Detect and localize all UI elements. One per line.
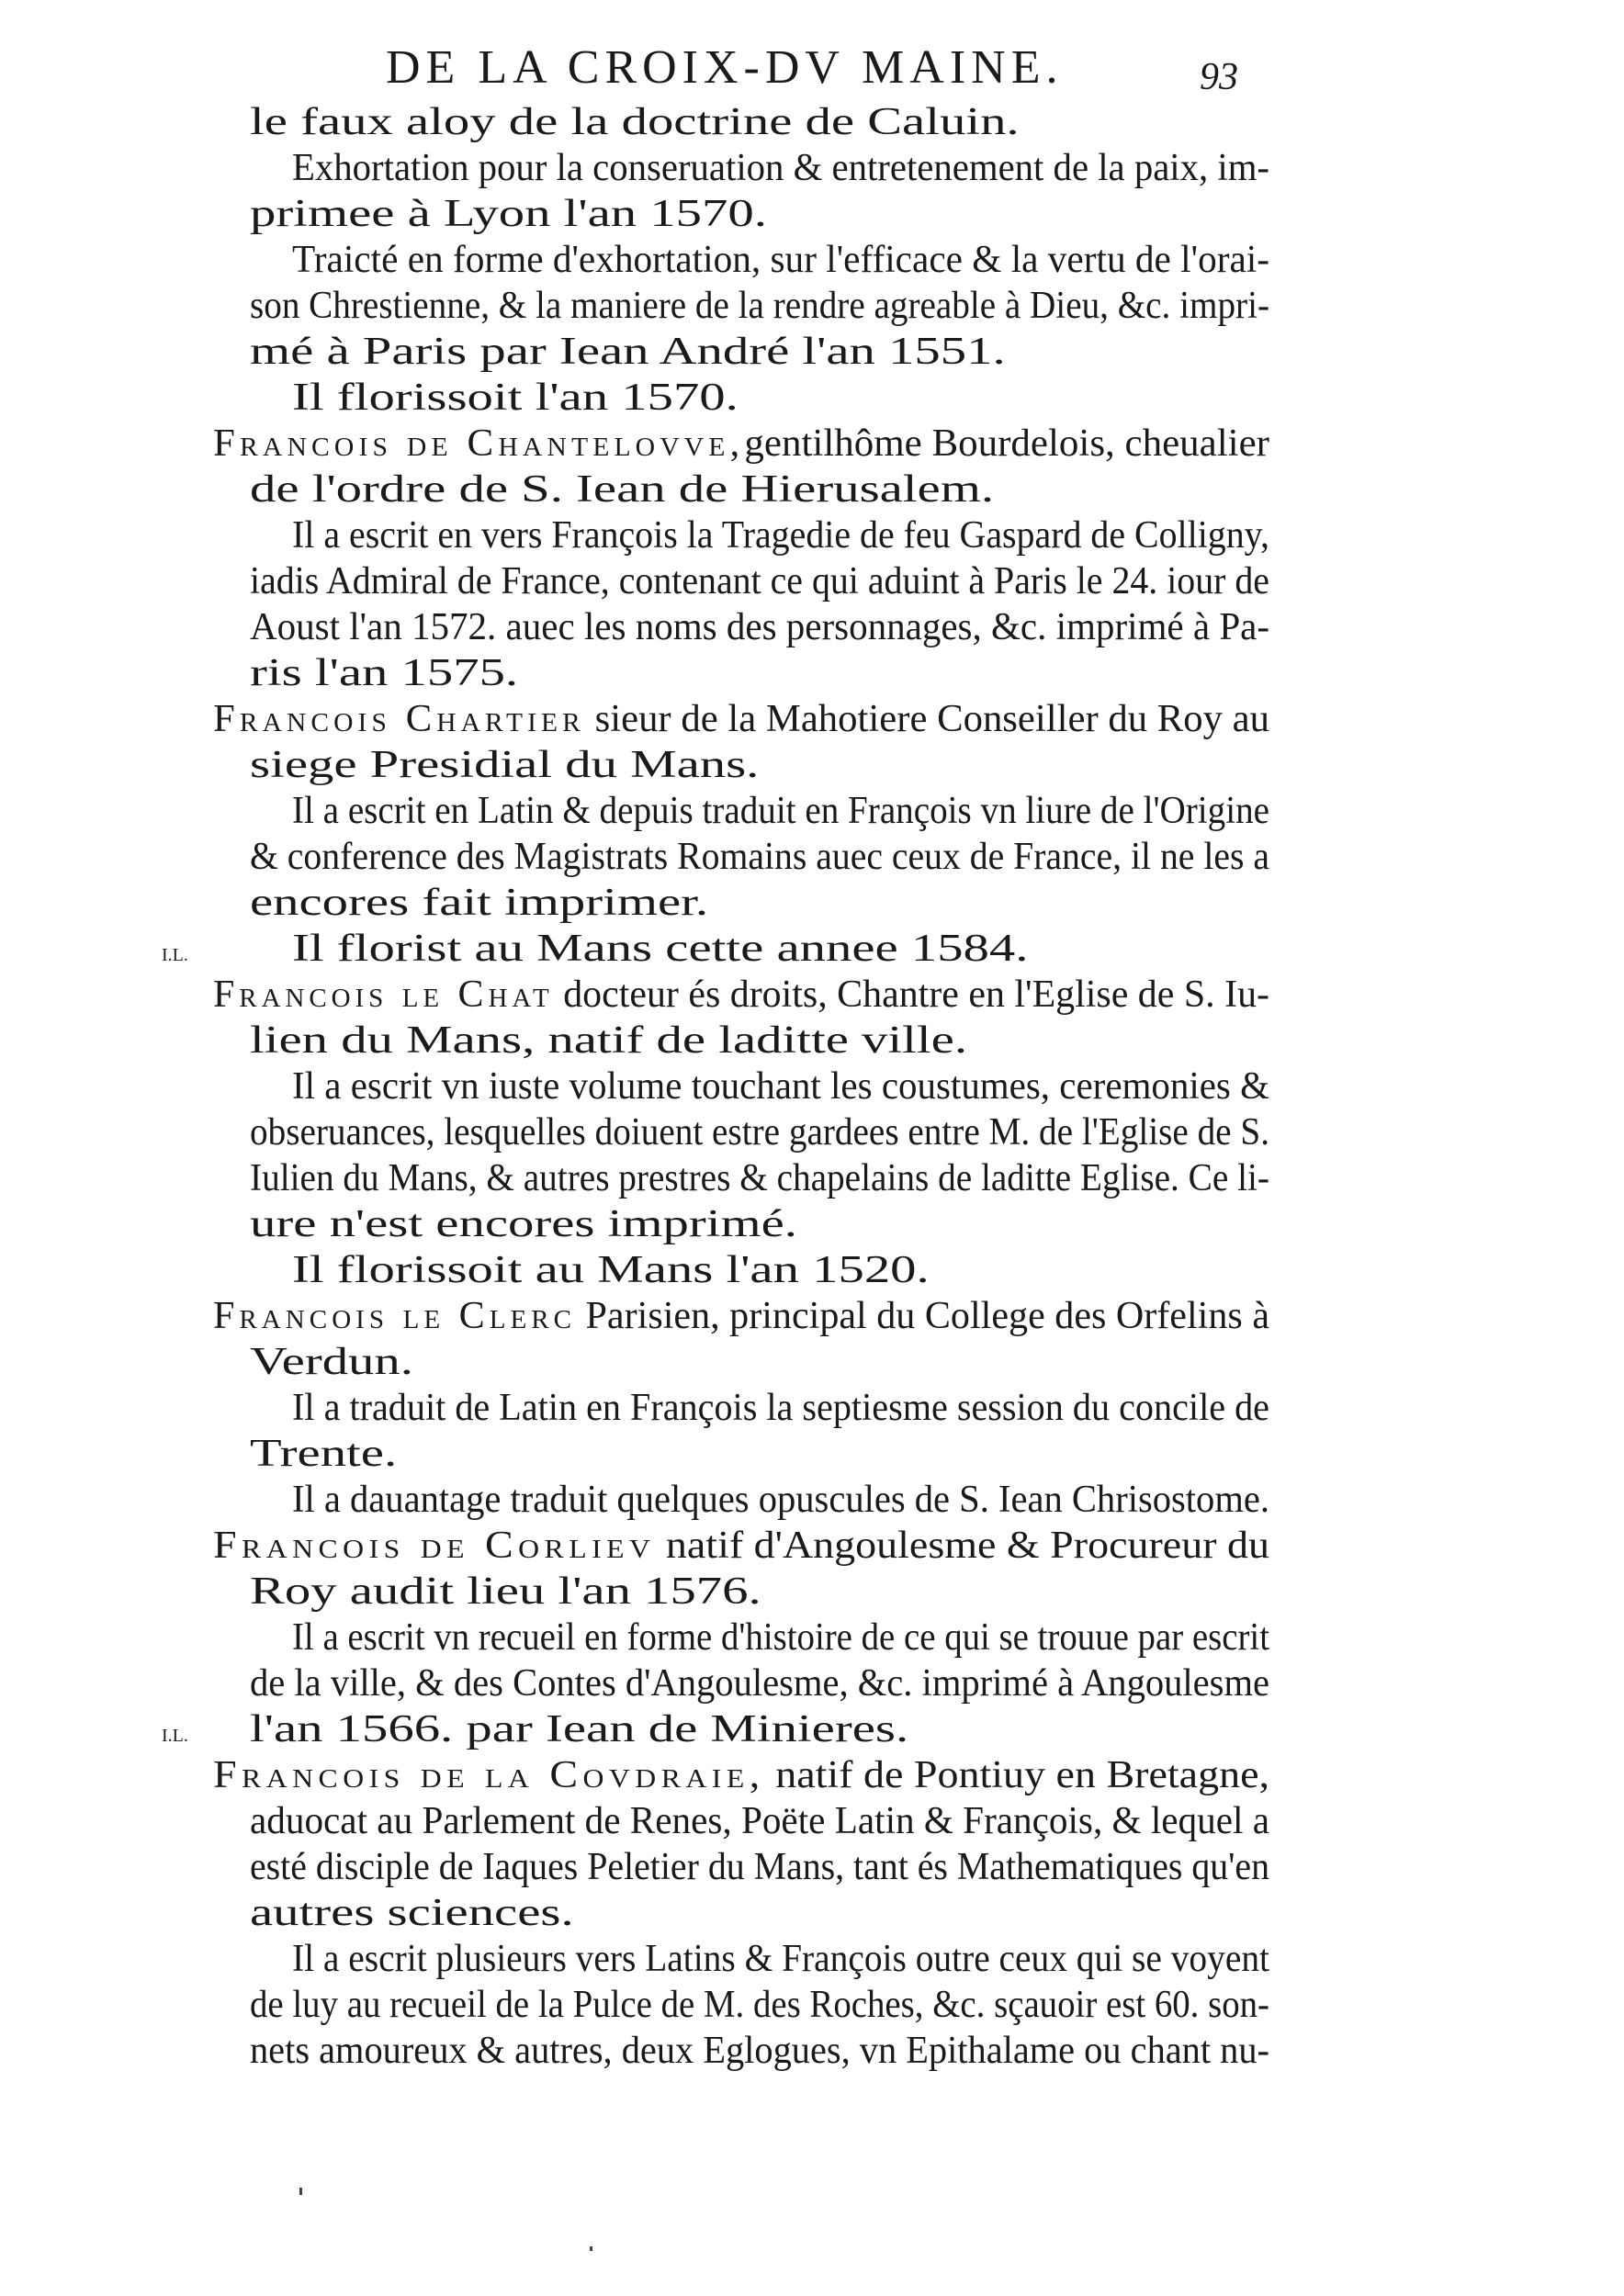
text-line: Il a escrit plusieurs vers Latins & François outre ceux qui se voyent (292, 1938, 1269, 1980)
text-line: primee à Lyon l'an 1570. (250, 193, 767, 235)
text-line: esté disciple de Iaques Peletier du Mans, tant és Mathematiques qu'en (250, 1846, 1269, 1888)
entry-heading-line: Francois le Clerc Parisien, principal du College des Orfelins à (213, 1295, 1269, 1337)
text-line: & conference des Magistrats Romains auec ceux de France, il ne les a (250, 836, 1269, 878)
text-line: Roy audit lieu l'an 1576. (250, 1570, 761, 1613)
entry-heading-line: Francois le Chat docteur és droits, Chantre en l'Eglise de S. Iu- (213, 974, 1269, 1016)
author-name: Francois le Chat (213, 974, 554, 1016)
text-line: Iulien du Mans, & autres prestres & chapelains de laditte Eglise. Ce li- (250, 1157, 1269, 1199)
author-name: Francois de la Covdraie, (213, 1754, 765, 1796)
entry-heading-line: Francois Chartier sieur de la Mahotiere Conseiller du Roy au (213, 698, 1269, 740)
text-line: son Chrestienne, & la maniere de la rendre agreable à Dieu, &c. impri- (250, 285, 1269, 327)
text-line: Il a traduit de Latin en François la septiesme session du concile de (292, 1387, 1269, 1429)
text-line: Il florist au Mans cette annee 1584. (292, 928, 1029, 970)
text-line: Il florissoit l'an 1570. (292, 377, 739, 419)
author-name: Francois Chartier (213, 698, 585, 740)
text-line: l'an 1566. par Iean de Minieres. (250, 1708, 909, 1750)
text-line: Il a escrit en Latin & depuis traduit en François vn liure de l'Origine (292, 790, 1269, 832)
running-title: DE LA CROIX-DV MAINE. (386, 41, 1064, 94)
text-line: le faux aloy de la doctrine de Caluin. (250, 101, 1020, 143)
margin-note: I.L. (162, 945, 188, 965)
text-line: Il florissoit au Mans l'an 1520. (292, 1249, 930, 1291)
text-line: Traicté en forme d'exhortation, sur l'efficace & la vertu de l'orai- (292, 239, 1269, 281)
margin-note: I.L. (162, 1726, 188, 1746)
text-line: aduocat au Parlement de Renes, Poëte Latin & François, & lequel a (250, 1800, 1269, 1842)
text-line: Il a escrit vn iuste volume touchant les coustumes, ceremonies & (292, 1065, 1269, 1108)
text-line: Exhortation pour la conseruation & entretenement de la paix, im- (292, 147, 1269, 189)
text-line: Il a escrit en vers François la Tragedie de feu Gaspard de Colligny, (292, 514, 1269, 557)
text-line: ure n'est encores imprimé. (250, 1203, 797, 1245)
ink-speck (590, 2246, 592, 2251)
author-name: Francois de Corliev (213, 1525, 656, 1567)
text-line: de l'ordre de S. Iean de Hierusalem. (250, 468, 994, 511)
entry-heading-line: Francois de la Covdraie, natif de Pontiuy en Bretagne, (213, 1754, 1269, 1796)
author-name: Francois de Chantelovve, (213, 422, 745, 465)
text-line: ris l'an 1575. (250, 652, 519, 694)
text-line: Trente. (250, 1433, 398, 1475)
text-line: Il a dauantage traduit quelques opuscules de S. Iean Chrisostome. (292, 1479, 1269, 1521)
ink-speck (299, 2188, 302, 2195)
text-line: Il a escrit vn recueil en forme d'histoire de ce qui se trouue par escrit (292, 1616, 1269, 1659)
text-line: Aoust l'an 1572. auec les noms des personnages, &c. imprimé à Pa- (250, 606, 1269, 648)
page-number: 93 (1200, 56, 1238, 98)
text-line: mé à Paris par Iean André l'an 1551. (250, 331, 1006, 373)
text-line: nets amoureux & autres, deux Eglogues, vn Epithalame ou chant nu- (250, 2030, 1269, 2072)
text-line: lien du Mans, natif de laditte ville. (250, 1019, 968, 1062)
text-line: iadis Admiral de France, contenant ce qui aduint à Paris le 24. iour de (250, 560, 1269, 602)
text-line: Verdun. (250, 1341, 413, 1383)
entry-heading-line: Francois de Corliev natif d'Angoulesme & Procureur du (213, 1525, 1269, 1567)
text-line: encores fait imprimer. (250, 882, 709, 924)
entry-heading-line: Francois de Chantelovve,gentilhôme Bourdelois, cheualier (213, 422, 1269, 465)
text-line: siege Presidial du Mans. (250, 744, 760, 786)
text-line: de la ville, & des Contes d'Angoulesme, &c. imprimé à Angoulesme (250, 1662, 1269, 1705)
text-line: obseruances, lesquelles doiuent estre gardees entre M. de l'Eglise de S. (250, 1111, 1269, 1154)
text-line: de luy au recueil de la Pulce de M. des Roches, &c. sçauoir est 60. son- (250, 1984, 1269, 2026)
author-name: Francois le Clerc (213, 1295, 577, 1337)
text-line: autres sciences. (250, 1892, 574, 1934)
